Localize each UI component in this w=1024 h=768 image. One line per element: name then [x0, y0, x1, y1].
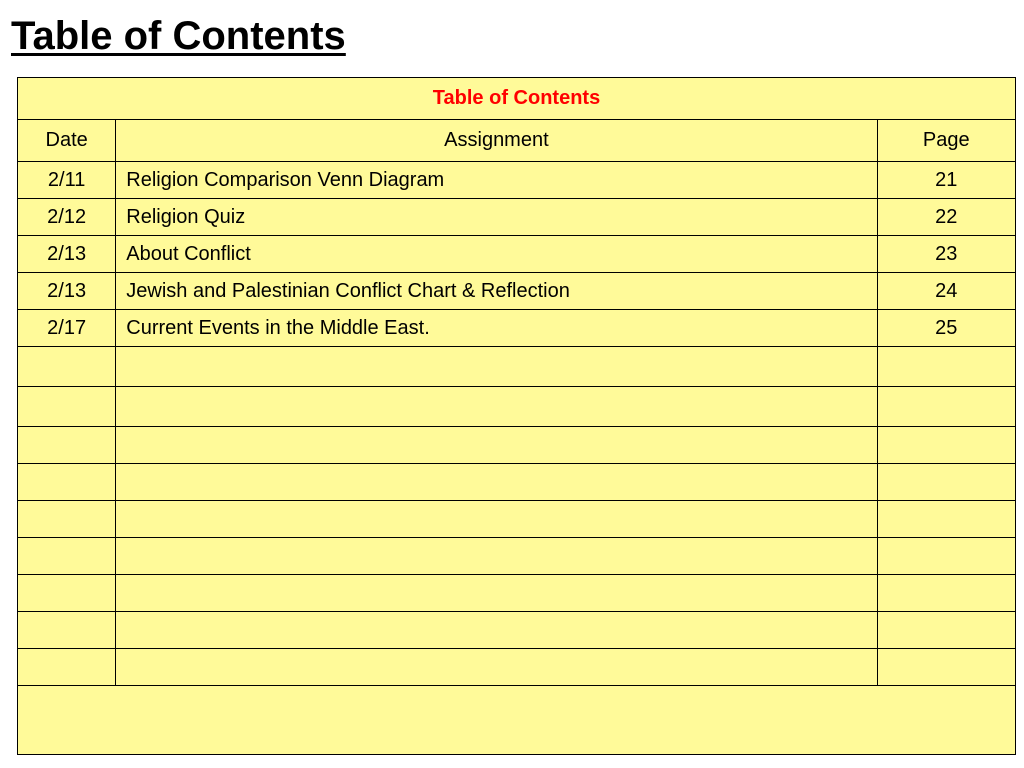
table-footer-cell: [18, 686, 1016, 755]
empty-cell-date: [18, 387, 116, 427]
table-row: [18, 273, 1016, 310]
empty-table-row: [18, 501, 1016, 538]
empty-cell-page: [877, 501, 1015, 538]
empty-table-row: [18, 649, 1016, 686]
empty-cell-date: [18, 538, 116, 575]
table-row: [18, 199, 1016, 236]
empty-cell-page: [877, 649, 1015, 686]
table-caption: Table of Contents: [18, 78, 1016, 120]
cell-page: 23: [877, 236, 1015, 273]
column-header-page: Page: [877, 120, 1015, 162]
empty-cell-assignment: [116, 347, 877, 387]
empty-cell-assignment: [116, 538, 877, 575]
empty-table-row: [18, 612, 1016, 649]
table-row: [18, 310, 1016, 347]
empty-cell-assignment: [116, 575, 877, 612]
empty-cell-date: [18, 501, 116, 538]
empty-cell-page: [877, 612, 1015, 649]
assignment-text: Religion Comparison Venn Diagram: [126, 168, 445, 191]
assignment-text: Current Events in the Middle East.: [126, 316, 430, 339]
cell-assignment: [116, 310, 877, 347]
empty-table-row: [18, 427, 1016, 464]
empty-cell-assignment: [116, 612, 877, 649]
table-caption-row: [18, 78, 1016, 120]
empty-cell-page: [877, 387, 1015, 427]
empty-cell-page: [877, 427, 1015, 464]
empty-table-row: [18, 575, 1016, 612]
cell-assignment: [116, 273, 877, 310]
cell-page: 25: [877, 310, 1015, 347]
empty-cell-date: [18, 649, 116, 686]
empty-table-row: [18, 538, 1016, 575]
cell-date: 2/13: [18, 273, 116, 310]
empty-cell-date: [18, 347, 116, 387]
empty-cell-assignment: [116, 464, 877, 501]
column-header-date: Date: [18, 120, 116, 162]
cell-page: 22: [877, 199, 1015, 236]
empty-cell-assignment: [116, 649, 877, 686]
empty-cell-date: [18, 575, 116, 612]
empty-cell-page: [877, 575, 1015, 612]
column-header-assignment: Assignment: [116, 120, 877, 162]
empty-cell-assignment: [116, 501, 877, 538]
assignment-text: Jewish and Palestinian Conflict Chart & Reflection: [126, 279, 570, 302]
page-title: Table of Contents: [11, 14, 346, 58]
table-footer-row: [18, 686, 1016, 755]
table-row: [18, 236, 1016, 273]
cell-date: 2/17: [18, 310, 116, 347]
empty-cell-assignment: [116, 427, 877, 464]
empty-cell-assignment: [116, 387, 877, 427]
cell-assignment: [116, 236, 877, 273]
cell-date: 2/12: [18, 199, 116, 236]
cell-assignment: [116, 199, 877, 236]
empty-cell-page: [877, 464, 1015, 501]
table-header-row: [18, 120, 1016, 162]
empty-cell-date: [18, 464, 116, 501]
contents-table: [17, 77, 1016, 755]
empty-cell-date: [18, 427, 116, 464]
empty-cell-date: [18, 612, 116, 649]
empty-table-row: [18, 464, 1016, 501]
empty-table-row: [18, 387, 1016, 427]
cell-date: 2/11: [18, 162, 116, 199]
table-row: [18, 162, 1016, 199]
cell-assignment: [116, 162, 877, 199]
empty-cell-page: [877, 347, 1015, 387]
empty-cell-page: [877, 538, 1015, 575]
assignment-text: About Conflict: [126, 242, 251, 265]
empty-table-row: [18, 347, 1016, 387]
cell-page: 21: [877, 162, 1015, 199]
cell-page: 24: [877, 273, 1015, 310]
assignment-text: Religion Quiz: [126, 205, 246, 228]
cell-date: 2/13: [18, 236, 116, 273]
